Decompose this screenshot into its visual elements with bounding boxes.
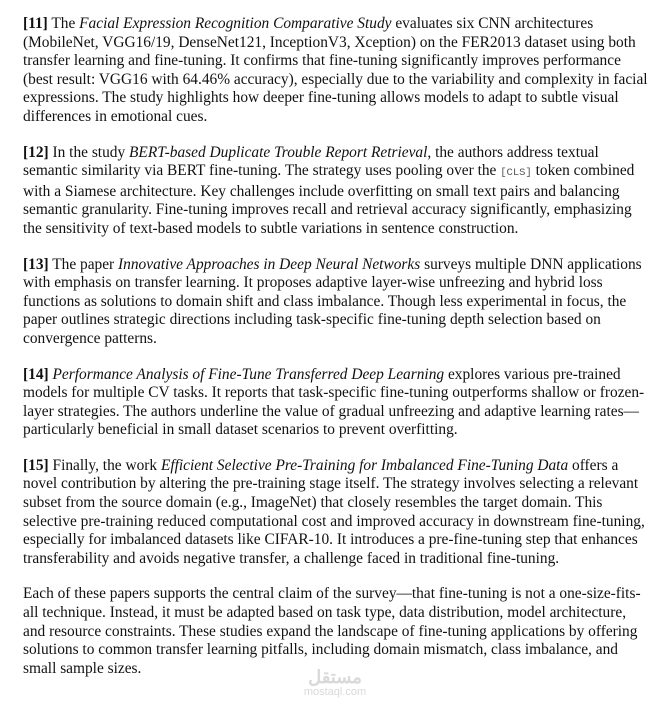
paragraph-text: explores various pre-trained models for multiple CV tasks. It reports that task-specific fine-tuning outperforms shallow or frozen-layer strategies. The authors underline the value of gradual unfreezing and adaptive learning rates—particularly beneficial in small dataset scenarios to prevent overfitting.	[23, 365, 645, 439]
paper-title: Performance Analysis of Fine-Tune Transferred Deep Learning	[52, 365, 445, 383]
paragraph-text: offers a novel contribution by altering the pre-training stage itself. The strategy involves selecting a relevant subset from the source domain (e.g., ImageNet) that closely resembles the target domain. This selective pre-training reduced computational cost and improved accuracy in downstream fine-tuning, especially for imbalanced datasets like CIFAR-10. It introduces a pre-fine-tuning step that enhances transferability and avoids negative transfer, a challenge faced in traditional fine-tuning.	[23, 456, 645, 567]
paragraph-ref-13	[23, 256, 648, 349]
conclusion-paragraph: Each of these papers supports the central claim of the survey—that fine-tuning is not a one-size-fits-all technique. Instead, it must be adapted based on task type, data distribution, model architecture, and resource constraints. These studies expand the landscape of fine-tuning applications by offering solutions to common transfer learning pitfalls, including domain mismatch, class imbalance, and small sample sizes.	[23, 585, 641, 677]
paragraph-text: In the study	[48, 143, 130, 161]
reference-number: [14]	[23, 365, 49, 383]
paragraph-text: The paper	[48, 255, 119, 273]
watermark-latin: mostaql.com	[303, 686, 367, 698]
paragraph-text: surveys multiple DNN applications with emphasis on transfer learning. It proposes adaptive layer-wise unfreezing and hybrid loss functions as solutions to domain shift and class imbalance. Though less experimental in focus, the paper outlines strategic directions including task-specific fine-tuning depth selection based on convergence patterns.	[23, 255, 642, 347]
paper-title: Efficient Selective Pre-Training for Imbalanced Fine-Tuning Data	[160, 456, 569, 474]
paragraph-text: , the authors address textual semantic similarity via BERT fine-tuning. The strategy uses pooling over the	[23, 143, 599, 180]
paragraph-text: Finally, the work	[48, 456, 161, 474]
paper-title: Innovative Approaches in Deep Neural Networks	[118, 255, 421, 273]
paragraph-text: token combined with a Siamese architecture. Key challenges include overfitting on small text pairs and balancing semantic granularity. Fine-tuning improves recall and retrieval accuracy significantly, emphasizing the sensitivity of text-based models to subtle variations in sentence construction.	[23, 162, 635, 237]
paragraph-text: The	[47, 15, 80, 32]
paragraph-ref-15	[23, 457, 648, 569]
reference-number: [13]	[23, 255, 49, 273]
paper-title: Facial Expression Recognition Comparative Study	[79, 15, 392, 32]
document-body	[23, 15, 648, 695]
paragraph-ref-12	[23, 144, 648, 239]
paper-title: BERT-based Duplicate Trouble Report Retrieval	[129, 143, 428, 161]
inline-code: [CLS]	[500, 167, 532, 180]
reference-number: [11]	[23, 15, 48, 32]
paragraph-ref-14	[23, 366, 648, 440]
paragraph-ref-11	[23, 15, 648, 127]
reference-number: [12]	[23, 143, 49, 161]
paragraph-text: evaluates six CNN architectures (MobileNet, VGG16/19, DenseNet121, InceptionV3, Xception) on the FER2013 dataset using both transfer learning and fine-tuning. It confirms that fine-tuning significantly improves performance (best result: VGG16 with 64.46% accuracy), especially due to the variability and complexity in facial expressions. The study highlights how deeper fine-tuning allows models to adapt to subtle visual differences in emotional cues.	[23, 15, 648, 125]
watermark-arabic: مستقل	[308, 667, 362, 687]
watermark	[290, 668, 380, 698]
reference-number: [15]	[23, 456, 49, 474]
